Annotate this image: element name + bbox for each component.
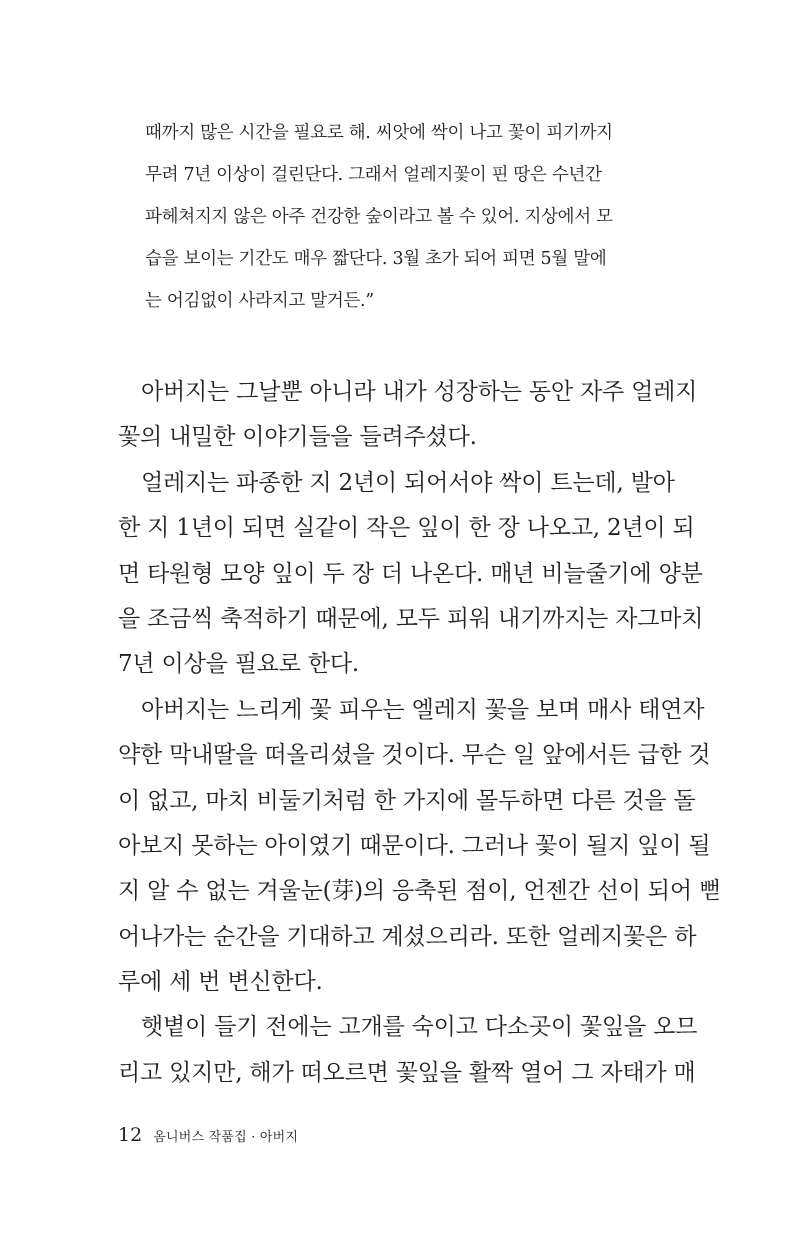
body-line: 이 없고, 마치 비둘기처럼 한 가지에 몰두하면 다른 것을 돌	[118, 787, 696, 814]
body-line: 루에 세 번 변신한다.	[118, 969, 323, 996]
quote-line: 무려 7년 이상이 걸린단다. 그래서 얼레지꽃이 핀 땅은 수년간	[145, 165, 602, 185]
body-line: 면 타원형 모양 잎이 두 장 더 나온다. 매년 비늘줄기에 양분	[118, 560, 703, 587]
body-line: 얼레지는 파종한 지 2년이 되어서야 싹이 트는데, 발아	[141, 469, 675, 496]
body-line: 약한 막내딸을 떠올리셨을 것이다. 무슨 일 앞에서든 급한 것	[118, 742, 711, 769]
quote-line: 파헤쳐지지 않은 아주 건강한 숲이라고 볼 수 있어. 지상에서 모	[145, 207, 613, 227]
page-footer	[118, 1124, 298, 1146]
quote-line: 때까지 많은 시간을 필요로 해. 씨앗에 싹이 나고 꽃이 피기까지	[145, 123, 613, 143]
body-line: 한 지 1년이 되면 실같이 작은 잎이 한 장 나오고, 2년이 되	[118, 515, 695, 542]
body-line: 아버지는 그날뿐 아니라 내가 성장하는 동안 자주 얼레지	[141, 379, 698, 405]
quote-block	[145, 112, 645, 322]
body-line: 아보지 못하는 아이였기 때문이다. 그러나 꽃이 될지 잎이 될	[118, 832, 711, 859]
body-line: 아버지는 느리게 꽃 피우는 엘레지 꽃을 보며 매사 태연자	[141, 696, 705, 723]
running-title: 옴니버스 작품집 · 아버지	[153, 1130, 299, 1145]
body-text	[118, 370, 721, 1096]
quote-line: 습을 보이는 기간도 매우 짧단다. 3월 초가 되어 피면 5월 말에	[145, 249, 607, 269]
body-line: 을 조금씩 축적하기 때문에, 모두 피워 내기까지는 자그마치	[118, 605, 704, 632]
body-line: 어나가는 순간을 기대하고 계셨으리라. 또한 얼레지꽃은 하	[118, 923, 697, 950]
quote-line: 는 어김없이 사라지고 말거든.”	[145, 291, 374, 311]
body-line: 지 알 수 없는 겨울눈(芽)의 응축된 점이, 언젠간 선이 되어 뻗	[118, 878, 721, 905]
body-line: 꽃의 내밀한 이야기들을 들려주셨다.	[118, 424, 477, 451]
body-line: 햇볕이 들기 전에는 고개를 숙이고 다소곳이 꽃잎을 오므	[141, 1014, 698, 1041]
page-number: 12	[118, 1124, 143, 1146]
body-line: 리고 있지만, 해가 떠오르면 꽃잎을 활짝 열어 그 자태가 매	[118, 1059, 696, 1086]
body-line: 7년 이상을 필요로 한다.	[118, 651, 360, 678]
